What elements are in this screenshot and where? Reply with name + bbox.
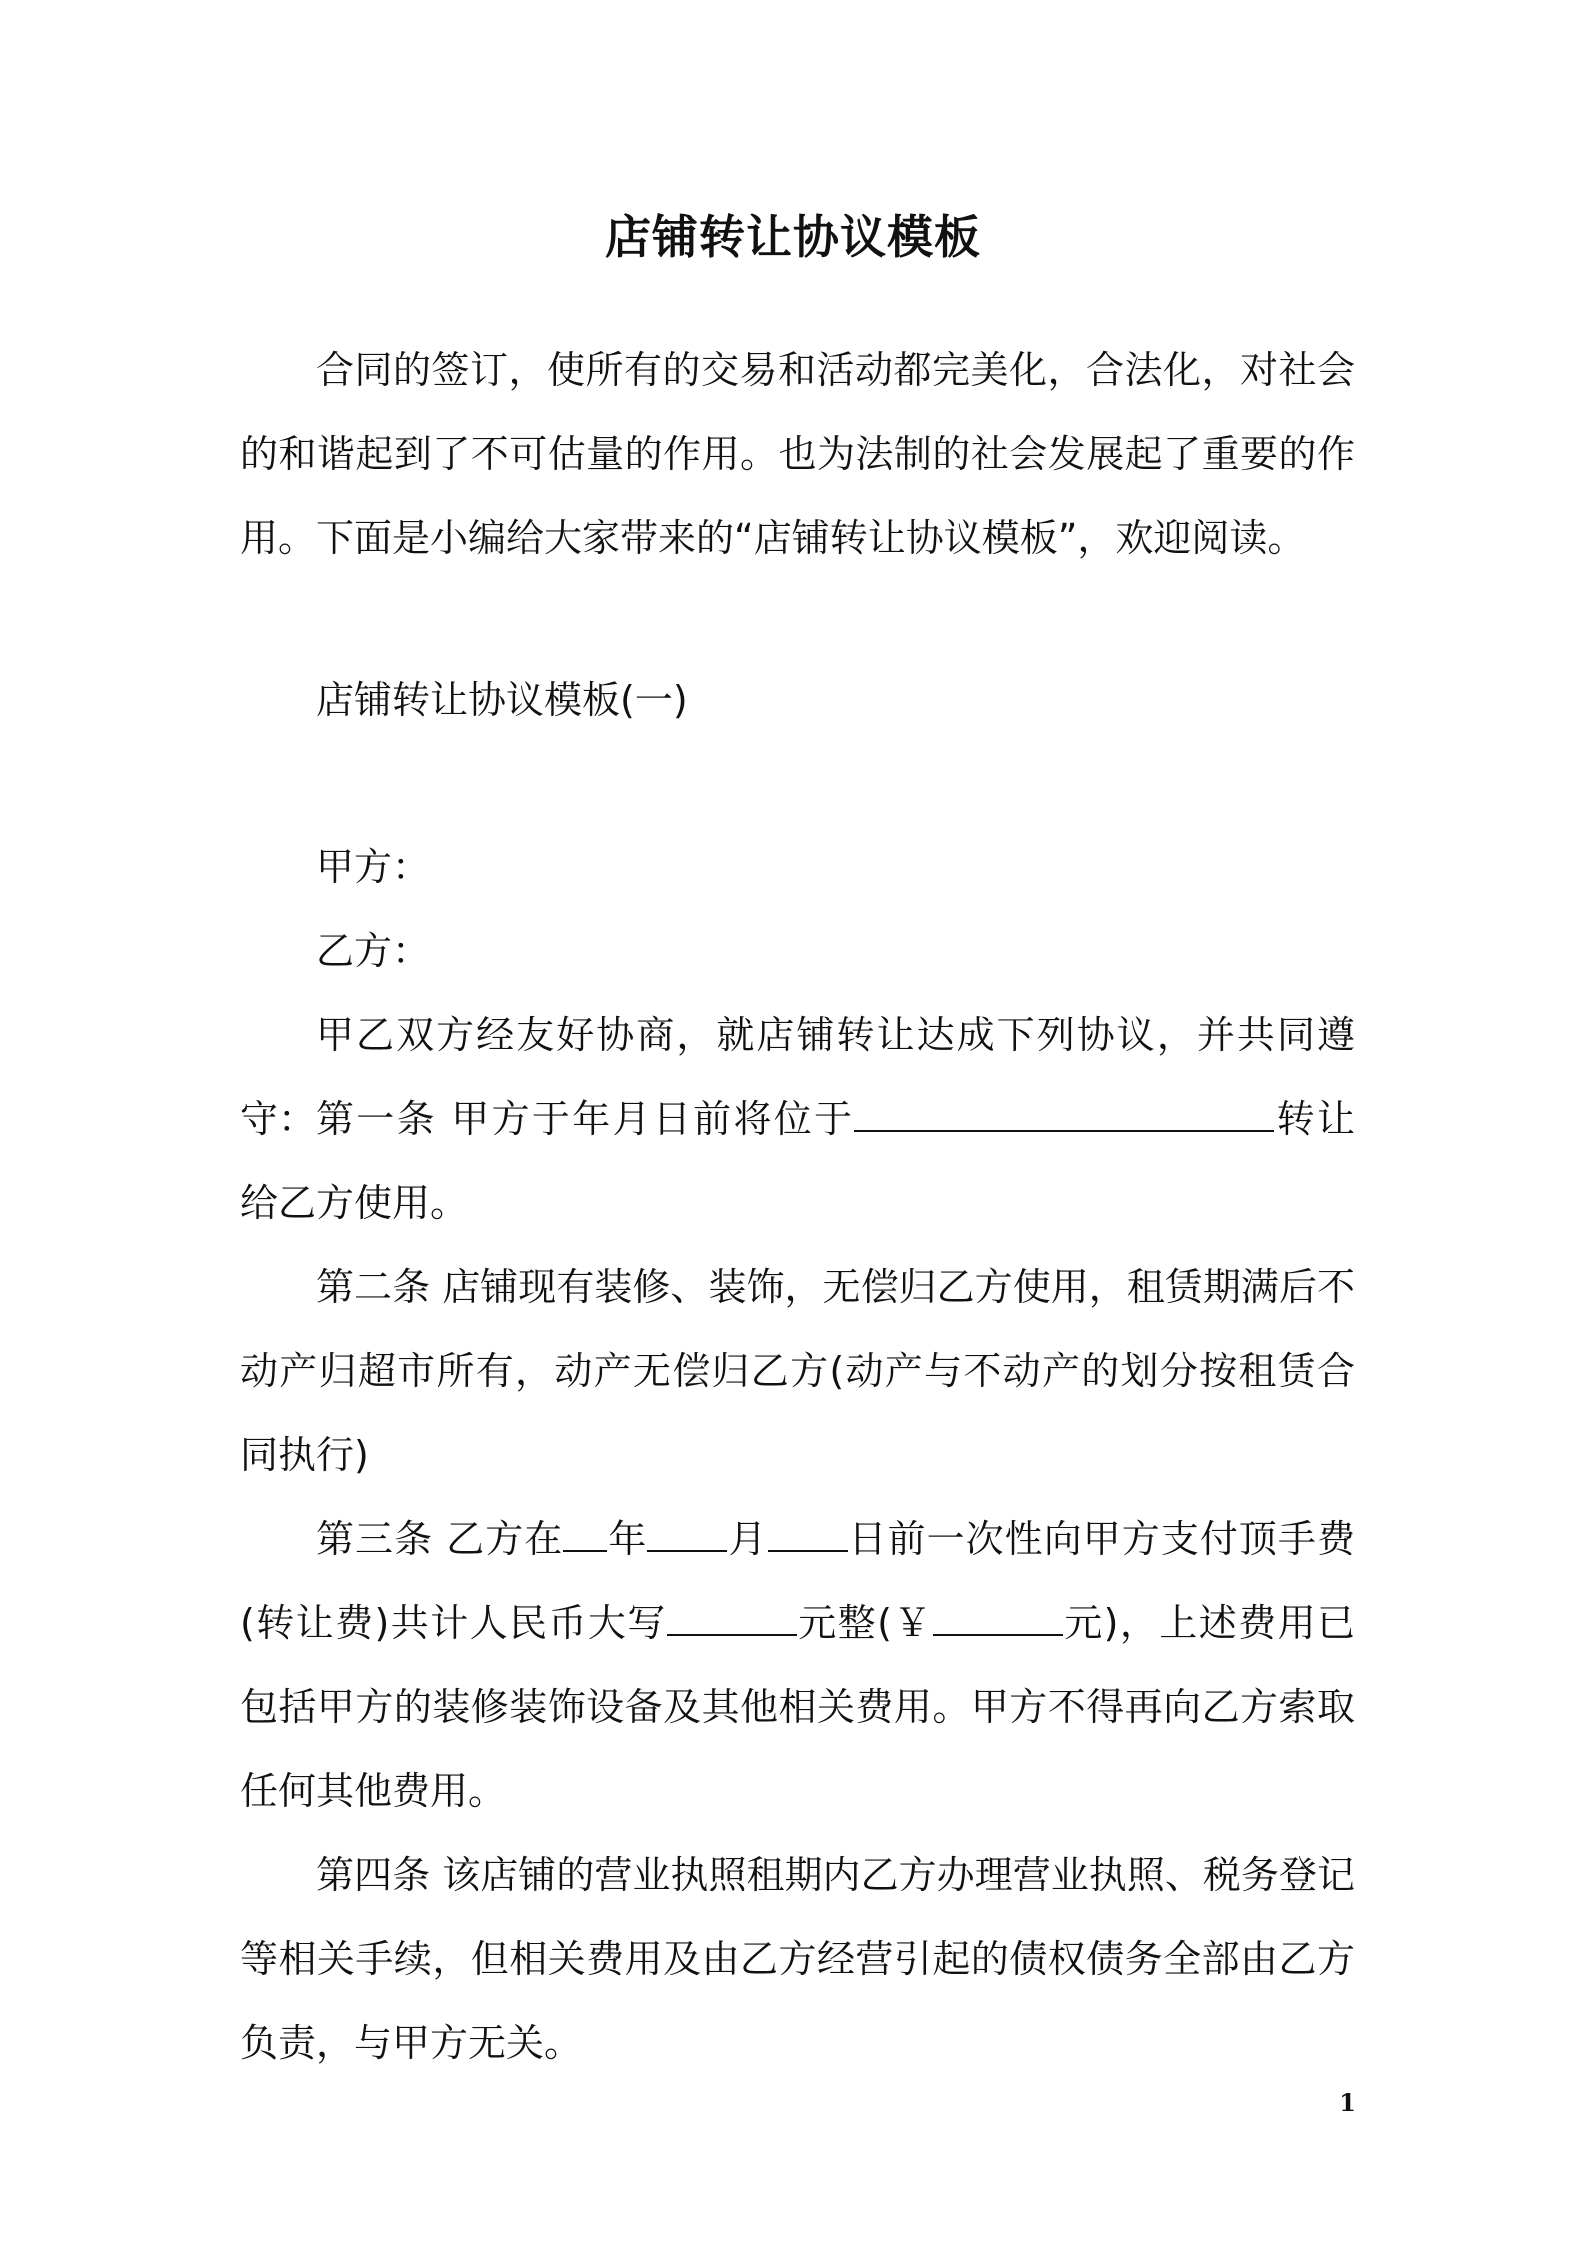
article-3-blank-amount-words xyxy=(667,1600,797,1636)
article-1 xyxy=(240,1077,1355,1245)
article-3-part-3: 月 xyxy=(727,1517,768,1561)
party-b-line: 乙方： xyxy=(316,929,431,973)
article-3-blank-month xyxy=(647,1516,727,1552)
article-3-blank-amount-number xyxy=(933,1600,1063,1636)
article-3-part-2: 年 xyxy=(607,1517,648,1561)
article-2: 第二条 店铺现有装修、装饰，无偿归乙方使用，租赁期满后不动产归超市所有，动产无偿归乙方(动产与不动产的划分按租赁合同执行) xyxy=(240,1265,1355,1477)
article-3-blank-day xyxy=(768,1516,848,1552)
article-3 xyxy=(240,1497,1355,1833)
article-1-text-after: 转让给乙方使用。 xyxy=(240,1097,1355,1225)
agreement-intro: 甲乙双方经友好协商，就店铺转让达成下列协议，并共同遵守： xyxy=(240,1013,1355,1141)
article-3-part-5: 元整(￥ xyxy=(796,1601,933,1645)
article-1-text-before: 第一条 甲方于年月日前将位于 xyxy=(316,1097,855,1141)
article-3-part-6: 元)，上述费用已包括甲方的装修装饰设备及其他相关费用。甲方不得再向乙方索取任何其他费用。 xyxy=(240,1601,1356,1813)
party-a-line: 甲方： xyxy=(316,845,431,889)
page-number: 1 xyxy=(1339,2088,1356,2117)
section-heading: 店铺转让协议模板(一) xyxy=(316,678,688,722)
article-4: 第四条 该店铺的营业执照租期内乙方办理营业执照、税务登记等相关手续，但相关费用及由乙方经营引起的债权债务全部由乙方负责，与甲方无关。 xyxy=(240,1853,1355,2065)
article-1-blank-location xyxy=(854,1096,1274,1132)
article-3-part-1: 第三条 乙方在 xyxy=(316,1517,564,1561)
article-3-part-4: 日前一次性向甲方支付顶手费(转让费)共计人民币大写 xyxy=(240,1517,1355,1645)
document-title: 店铺转让协议模板 xyxy=(605,210,981,264)
article-3-blank-year xyxy=(563,1516,607,1552)
intro-paragraph: 合同的签订，使所有的交易和活动都完美化，合法化，对社会的和谐起到了不可估量的作用。也为法制的社会发展起了重要的作用。下面是小编给大家带来的“店铺转让协议模板”，欢迎阅读。 xyxy=(240,348,1355,560)
